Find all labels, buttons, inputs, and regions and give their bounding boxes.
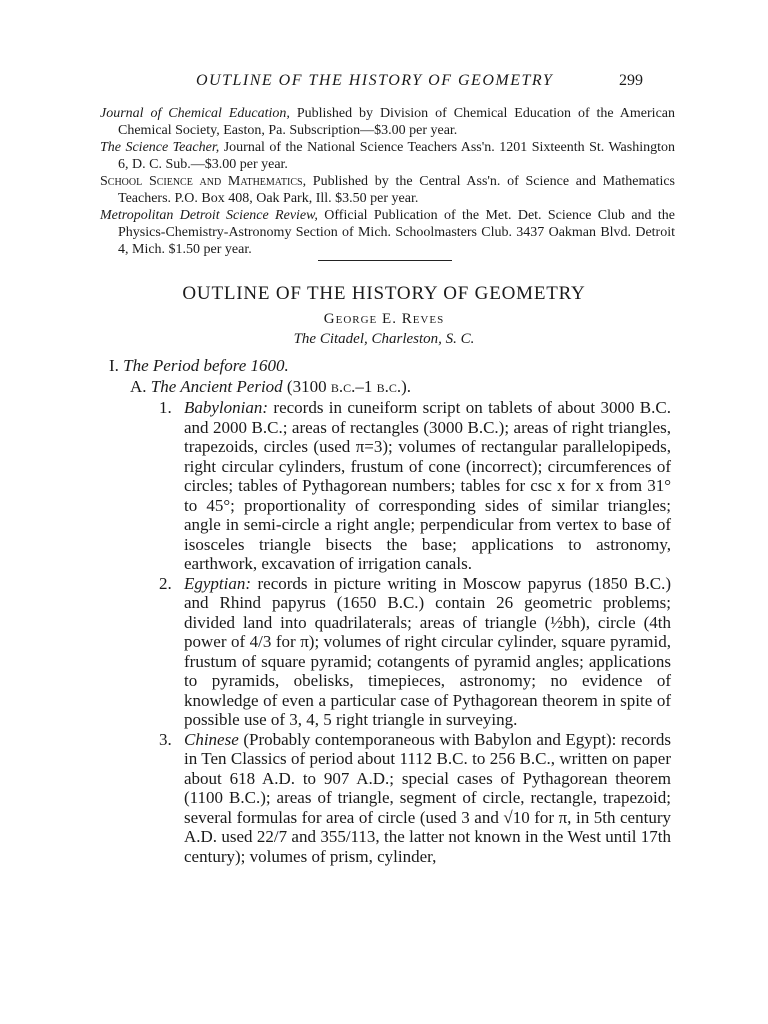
outline-item xyxy=(159,574,671,730)
outline-item xyxy=(159,398,671,574)
journal-title: The Science Teacher, xyxy=(100,140,220,155)
journal-entry xyxy=(100,173,675,207)
journal-list xyxy=(100,105,675,258)
outline-items xyxy=(159,398,671,866)
subsection-era: b.c. xyxy=(376,377,402,396)
journal-details: Published by Division of Chemical Education of the American Chemical Society, Easton, Pa. Subscription—$3.00 per year. xyxy=(118,106,675,138)
item-name: Babylonian: xyxy=(184,398,269,417)
running-head-title: OUTLINE OF THE HISTORY OF GEOMETRY xyxy=(196,72,554,89)
section-number: I. xyxy=(109,356,119,375)
article-author: George E. Reves xyxy=(323,311,445,327)
outline-section-heading xyxy=(109,356,289,376)
item-name: Egyptian: xyxy=(184,573,252,593)
subsection-era: b.c. xyxy=(330,377,356,396)
journal-details: Official Publication of the Met. Det. Science Club and the Physics-Chemistry-Astronomy Section of Mich. Schoolmasters Club. 3437 Oakman Blvd. Detroit 4, Mich. $1.50 per year. xyxy=(118,208,675,257)
item-text: (Probably contemporaneous with Babylon and Egypt): records in Ten Classics of period about 1112 B.C. to 256 B.C., written on paper about 618 A.D. to 907 A.D.; special cases of Pythagorean theorem (1100 B.C.); areas of triangle, segment of circle, rectangle, trapezoid; several formulas for area of circle (used 3 and √10 for π, in 5th century A.D. used 22/7 and 355/113, the latter not known in the West until 17th century); volumes of prism, cylinder, xyxy=(184,729,671,866)
journal-entry xyxy=(100,139,675,173)
subsection-range-end: ). xyxy=(401,377,412,396)
running-head xyxy=(0,72,768,96)
page-number: 299 xyxy=(619,72,643,89)
journal-details: Published by the Central Ass'n. of Science and Mathematics Teachers. P.O. Box 408, Oak Park, Ill. $3.50 per year. xyxy=(118,174,675,206)
article-affiliation: The Citadel, Charleston, S. C. xyxy=(293,331,475,347)
outline-subsection-heading xyxy=(130,377,411,397)
item-name: Chinese xyxy=(184,729,239,749)
item-text: records in cuneiform script on tablets of about 3000 B.C. and 2000 B.C.; areas of rectangles (3000 B.C.); areas of right triangles, trapezoids, circles (used π=3); volumes of rectangular parallelopipeds, right circular cylinders, frustum of cone (incorrect); circumferences of circles; tables of Pythagorean numbers; tables for csc x for x from 31° to 45°; proportionality of corresponding sides of similar triangles; angle in semi-circle a right angle; perpendicular from vertex to base of isosceles triangle bisects the base; applications to astronomy, earthwork, excavation of irrigation canals. xyxy=(184,398,671,573)
section-title: The Period before 1600. xyxy=(123,356,289,375)
outline-item xyxy=(159,730,671,867)
section-divider xyxy=(318,260,452,261)
subsection-range-start: (3100 xyxy=(282,377,331,396)
journal-title: Journal of Chemical Education, xyxy=(100,106,290,121)
journal-entry xyxy=(100,207,675,258)
item-number: 2. xyxy=(159,573,172,593)
journal-title: Metropolitan Detroit Science Review, xyxy=(100,208,318,223)
journal-entry xyxy=(100,105,675,139)
journal-title: School Science and Mathematics, xyxy=(100,174,307,189)
item-number: 1. xyxy=(159,398,172,417)
journal-details: Journal of the National Science Teachers Ass'n. 1201 Sixteenth St. Washington 6, D. C. Sub.—$3.00 per year. xyxy=(118,140,675,172)
item-text: records in picture writing in Moscow papyrus (1850 B.C.) and Rhind papyrus (1650 B.C.) contain 26 geometric problems; divided land into quadrilaterals; areas of triangle (½bh), circle (4th power of 4/3 for π); volumes of right circular cylinder, square pyramid, frustum of square pyramid; cotangents of pyramid angles; applications to pyramids, obelisks, timepieces, astronomy; no evidence of knowledge of even a particular case of Pythagorean theorem in spite of possible use of 3, 4, 5 right triangle in surveying. xyxy=(184,573,671,729)
item-number: 3. xyxy=(159,729,172,749)
subsection-title: The Ancient Period xyxy=(150,377,283,396)
subsection-range-mid: –1 xyxy=(355,377,377,396)
subsection-letter: A. xyxy=(130,377,147,396)
article-title: OUTLINE OF THE HISTORY OF GEOMETRY xyxy=(182,283,586,304)
